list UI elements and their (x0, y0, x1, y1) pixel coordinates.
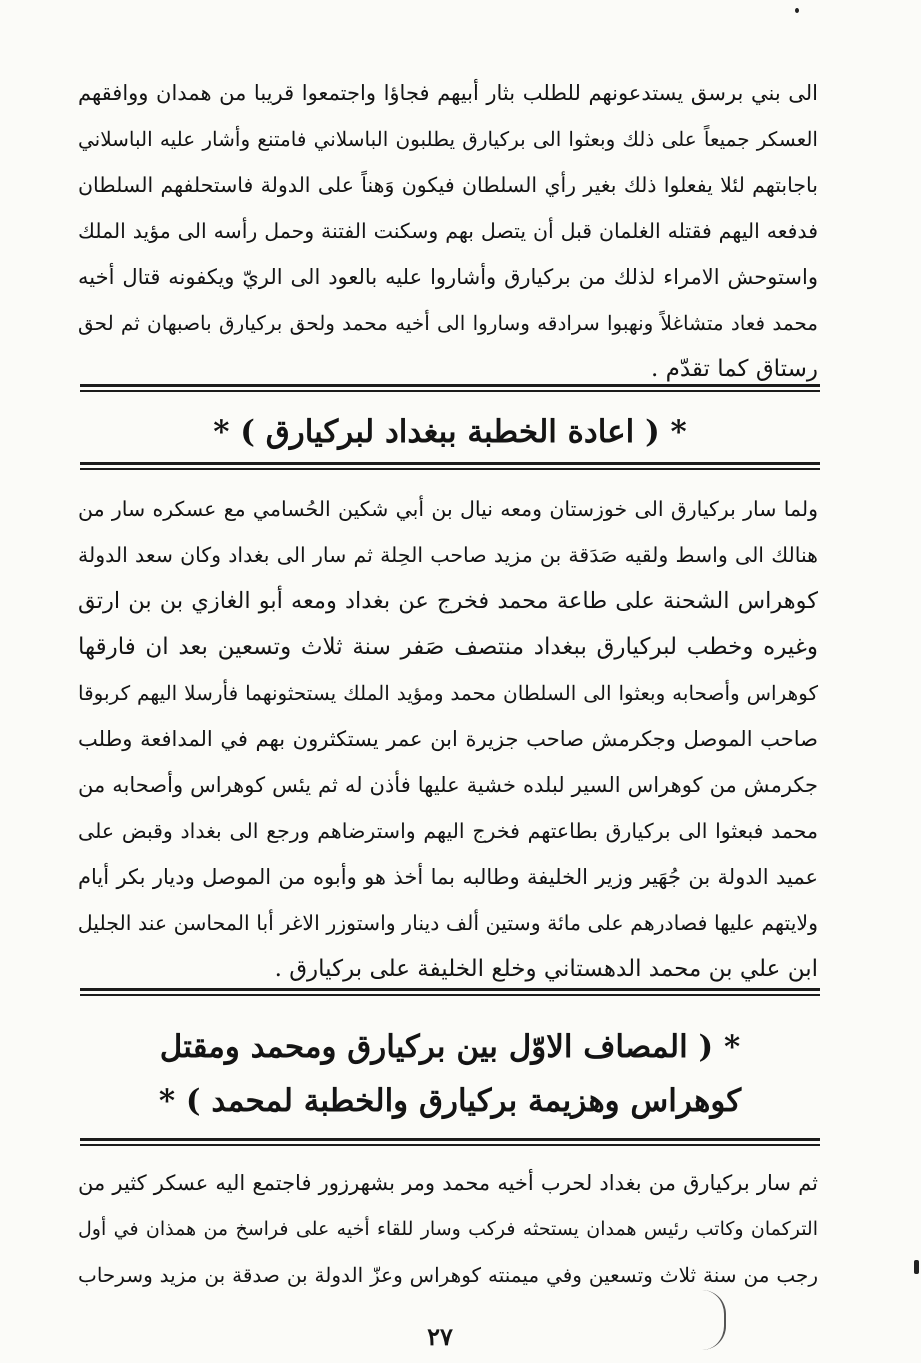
paragraph-3 (78, 1160, 818, 1298)
text-line: وغيره وخطب لبركيارق ببغداد منتصف صَفر سنة ثلاث وتسعين بعد ان فارقها (78, 634, 818, 660)
text-line: كوهراس الشحنة على طاعة محمد فخرج عن بغداد ومعه أبو الغازي بن بن ارتق (78, 588, 818, 614)
text-line: رستاق كما تقدّم . (650, 356, 818, 382)
section-heading-2 (80, 1020, 820, 1128)
divider-rule (80, 390, 820, 392)
text-line: واستوحش الامراء لذلك من بركيارق وأشاروا عليه بالعود الى الريّ ويكفونه قتال أخيه (78, 265, 818, 289)
text-line: ولايتهم عليها فصادرهم على مائة وستين ألف دينار واستوزر الاغر أبا المحاسن عند الجليل (77, 911, 818, 935)
heading-line: * ( المصاف الاوّل بين بركيارق ومحمد ومقتل (159, 1029, 741, 1065)
page-number: ٢٧ (427, 1322, 453, 1351)
section-divider (80, 384, 820, 392)
scan-speck (795, 8, 799, 13)
text-line: ابن علي بن محمد الدهستاني وخلع الخليفة على بركيارق . (274, 956, 818, 982)
divider-rule (80, 988, 820, 991)
divider-rule (80, 1144, 820, 1146)
text-line: فدفعه اليهم فقتله الغلمان قبل أن يتصل بهم وسكنت الفتنة وحمل رأسه الى مؤيد الملك (78, 219, 818, 243)
text-line: كوهراس وأصحابه وبعثوا الى السلطان محمد ومؤيد الملك يستحثونهما فأرسلا اليهم كربوقا (78, 681, 818, 705)
scan-mark (702, 1290, 726, 1350)
text-line: محمد فعاد متشاغلاً ونهبوا سرادقه وساروا الى أخيه محمد ولحق بركيارق باصبهان ثم لحق (78, 311, 818, 335)
text-line: باجابتهم لئلا يفعلوا ذلك بغير رأي السلطان فيكون وَهناً على الدولة فاستحلفهم السلطان (78, 173, 818, 197)
section-heading-1 (80, 405, 820, 459)
text-line: الى بني برسق يستدعونهم للطلب بثار أبيهم فجاؤا واجتمعوا قريبا من همدان ووافقهم (78, 81, 818, 105)
text-line: العسكر جميعاً على ذلك وبعثوا الى بركيارق يطلبون الباسلاني فامتنع وأشار عليه الباسلاني (78, 127, 818, 151)
section-divider (80, 462, 820, 470)
paragraph-2 (78, 486, 818, 992)
divider-rule (80, 462, 820, 465)
text-line: ثم سار بركيارق من بغداد لحرب أخيه محمد ومر بشهرزور فاجتمع اليه عسكر كثير من (78, 1171, 818, 1195)
divider-rule (80, 994, 820, 996)
scan-speck (914, 1260, 919, 1274)
divider-rule (80, 468, 820, 470)
text-line: هنالك الى واسط ولقيه صَدَقة بن مزيد صاحب الحِلة ثم سار الى بغداد وكان سعد الدولة (78, 543, 818, 567)
heading-line: * ( اعادة الخطبة ببغداد لبركيارق ) * (213, 414, 687, 450)
divider-rule (80, 1138, 820, 1141)
heading-line: كوهراس وهزيمة بركيارق والخطبة لمحمد ) * (158, 1083, 742, 1119)
text-line: رجب من سنة ثلاث وتسعين وفي ميمنته كوهراس وعزّ الدولة بن صدقة بن مزيد وسرحاب (78, 1263, 818, 1287)
text-line: صاحب الموصل وجكرمش صاحب جزيرة ابن عمر يستكثرون بهم في المدافعة وطلب (78, 727, 818, 751)
text-line: ولما سار بركيارق الى خوزستان ومعه نيال بن أبي شكين الحُسامي مع عسكره سار من (78, 497, 818, 521)
section-divider (80, 988, 820, 996)
text-line: محمد فبعثوا الى بركيارق بطاعتهم فخرج اليهم واسترضاهم ورجع الى بغداد وقبض على (78, 819, 818, 843)
text-line: جكرمش من كوهراس السير لبلده خشية عليها فأذن له ثم يئس كوهراس وأصحابه من (78, 773, 818, 797)
section-divider (80, 1138, 820, 1146)
text-line: التركمان وكاتب رئيس همدان يستحثه فركب وسار للقاء أخيه على فراسخ من همذان في أول (78, 1218, 818, 1240)
text-line: عميد الدولة بن جُهَير وزير الخليفة وطالبه بما أخذ هو وأبوه من الموصل وديار بكر أيام (78, 865, 818, 889)
paragraph-1 (78, 70, 818, 392)
divider-rule (80, 384, 820, 387)
